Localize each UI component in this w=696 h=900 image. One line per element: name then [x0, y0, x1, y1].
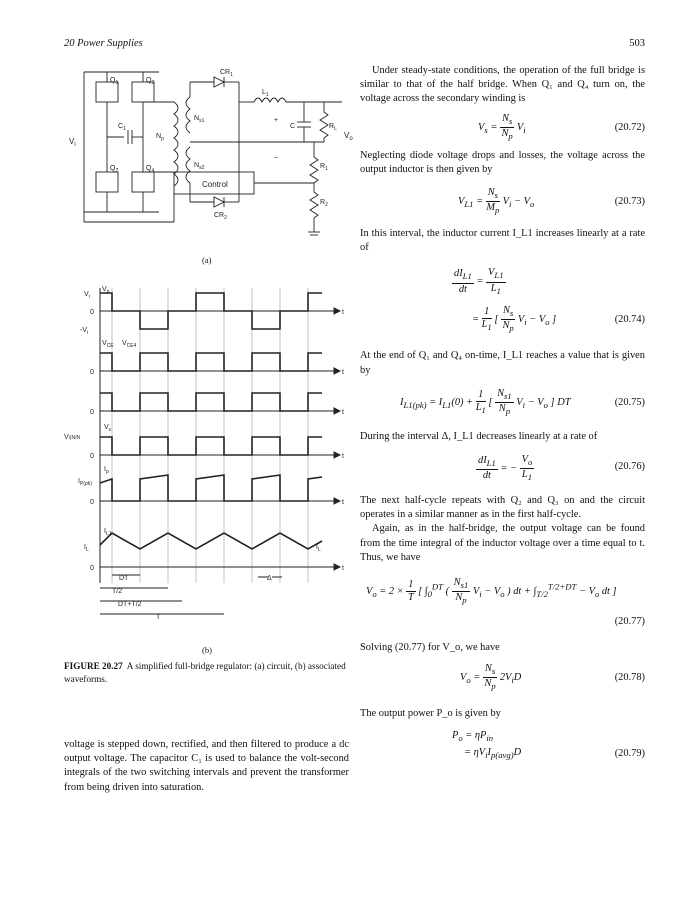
para-9: The output power P_o is given by: [360, 708, 501, 720]
eq-number-76: (20.76): [614, 461, 645, 473]
caption-text: A simplified full-bridge regulator: (a) circuit, (b) associated waveforms.: [64, 661, 346, 684]
wave-zero-2: 0: [90, 369, 94, 376]
wave-vs: $V_s$: [104, 424, 112, 433]
c-label: C: [290, 123, 296, 130]
eq-number-79: (20.79): [614, 748, 645, 760]
para-3: In this interval, the inductor current I_L1 increases linearly at a rate of: [360, 228, 645, 254]
wave-period: T: [156, 614, 161, 621]
figure-caption: [64, 660, 349, 685]
figure-label-b: (b): [202, 645, 212, 655]
figure-label-a: (a): [202, 255, 212, 265]
para-6: The next half-cycle repeats with Q₂ and Q₃ on and the circuit operates in a similar manner as in the first half-cycle.: [360, 495, 645, 521]
left-paragraph: voltage is stepped down, rectified, and then filtered to produce a dc output voltage. The capacitor C₁ is used to balance the volt-second integrals of the two switching intervals and prevent the transformer from being driven into saturation.: [64, 739, 349, 793]
np-label: $N_p$: [156, 133, 164, 142]
ns2-label: $N_{s2}$: [194, 162, 205, 171]
control-label: Control: [202, 180, 228, 189]
para-4: At the end of Q₁ and Q₄ on-time, I_L1 reaches a value that is given by: [360, 350, 645, 376]
para-1: Under steady-state conditions, the operation of the full bridge is similar to that of the half bridge. When Q₁ and Q₄ turn on, the voltage across the secondary winding is: [360, 65, 645, 105]
wave-zero-1: 0: [90, 309, 94, 316]
minus-sign: −: [274, 155, 279, 162]
r1-label: $R_1$: [320, 163, 328, 172]
wave-il-right: $I_L$: [316, 544, 321, 553]
equation-74: $\frac{dI_{L1}}{dt}$ = $\frac{V_{L1}}{L_1}$ = $\frac{1}{L_1}$ [ $\frac{N_s}{N_p}$ $V_i - V_o$ ] (20.74): [454, 267, 645, 333]
wave-dt: DT: [119, 575, 129, 582]
q1-label: $Q_1$: [110, 77, 119, 86]
running-header: 20 Power Supplies: [64, 38, 143, 49]
wave-t-5: t: [342, 499, 344, 506]
equation-77: $V_o = 2$ × $\frac{1}{T}$ [ $\int_0^{DT}$ ( $\frac{N_{s1}}{N_p}$ $V_i - V_o$ ) dt + $\int_{T/2}^{T/2+DT} - V_o$ dt ] (20.77): [366, 577, 645, 633]
l1-label: $L_1$: [262, 89, 269, 98]
equation-78: $V_o$ = $\frac{N_s}{N_p}$ $2V_iD$ (20.78): [460, 663, 645, 692]
wave-neg-vi: $-V_i$: [80, 327, 89, 336]
eq-number-73: (20.73): [614, 196, 645, 208]
wave-t-6: t: [342, 565, 344, 572]
plus-sign: +: [274, 117, 279, 124]
eq-number-74: (20.74): [614, 314, 645, 326]
wave-t-2: t: [342, 369, 344, 376]
para-5: During the interval Δ, I_L1 decreases linearly at a rate of: [360, 430, 598, 442]
wave-il1: $I_{L1}$: [104, 528, 112, 537]
wave-il-left: $I_L$: [84, 544, 89, 553]
para-7: Again, as in the half-bridge, the output voltage can be found from the time integral of the inductor voltage over a time equal to t. Thus, we have: [360, 523, 645, 563]
wave-vce1: $V_{CE}$: [102, 340, 114, 349]
wave-t2: T/2: [112, 588, 123, 595]
wave-t-3: t: [342, 409, 344, 416]
wave-dt-t2: DT+T/2: [118, 601, 142, 608]
wave-vp: $V_p$: [102, 286, 110, 295]
para-2: Neglecting diode voltage drops and losses, the voltage across the output inductor is then given by: [360, 149, 645, 175]
q4-label: $Q_4$: [146, 165, 155, 174]
equation-79: $P_o = \eta P_{in}$ = $\eta V_iI_{p(avg)}D$ (20.79): [452, 730, 645, 760]
wave-ip: $I_p$: [104, 466, 109, 475]
rl-label: $R_L$: [329, 123, 337, 132]
q3-label: $Q_3$: [146, 77, 155, 86]
circuit-diagram: [64, 62, 354, 262]
wave-delta: Δ: [267, 575, 272, 582]
equation-75: $I_{L1(pk)} = I_{L1}(0)$ + $\frac{1}{L_1}$ [ $\frac{N_{s1}}{N_p}$ $V_i - V_o$ ] DT (20.75): [400, 387, 645, 416]
ns1-label: $N_{s1}$: [194, 115, 205, 124]
wave-vce4: $V_{CE4}$: [122, 340, 137, 349]
para-8: Solving (20.77) for V_o, we have: [360, 642, 500, 654]
vo-label: $V_o$: [344, 131, 353, 142]
wave-zero-3: 0: [90, 409, 94, 416]
c1-label: $C_1$: [118, 123, 126, 132]
page-number: 503: [629, 38, 645, 49]
wave-zero-4: 0: [90, 453, 94, 460]
wave-zero-5: 0: [90, 499, 94, 506]
wave-t-1: t: [342, 309, 344, 316]
cr2-label: $CR_2$: [214, 212, 227, 221]
wave-vs-scaled: Vi(N/N: [64, 434, 81, 441]
wave-ipk: $I_{P(pk)}$: [78, 478, 92, 487]
eq-number-75: (20.75): [614, 396, 645, 408]
wave-t-4: t: [342, 453, 344, 460]
caption-label: FIGURE 20.27: [64, 661, 123, 671]
wave-vi: $V_i$: [84, 291, 90, 300]
r2-label: $R_2$: [320, 199, 328, 208]
equation-73: $V_{L1}$ = $\frac{N_s}{M_p}$ $V_i - V_o$ (20.73): [458, 187, 645, 216]
right-column: [360, 64, 645, 763]
eq-number-77: (20.77): [614, 616, 645, 628]
eq-number-72: (20.72): [614, 121, 645, 133]
cr1-label: $CR_1$: [220, 69, 233, 78]
equation-76: $\frac{dI_{L1}}{dt}$ = − $\frac{V_o}{L_1}$ (20.76): [478, 454, 645, 483]
waveform-diagram: [64, 283, 352, 623]
wave-zero-6: 0: [90, 565, 94, 572]
vi-label: $V_i$: [69, 137, 76, 148]
eq-number-78: (20.78): [614, 672, 645, 684]
equation-72: $V_s$ = $\frac{N_s}{N_p}$ $V_i$ (20.72): [478, 112, 645, 141]
q2-label: $Q_2$: [110, 165, 119, 174]
